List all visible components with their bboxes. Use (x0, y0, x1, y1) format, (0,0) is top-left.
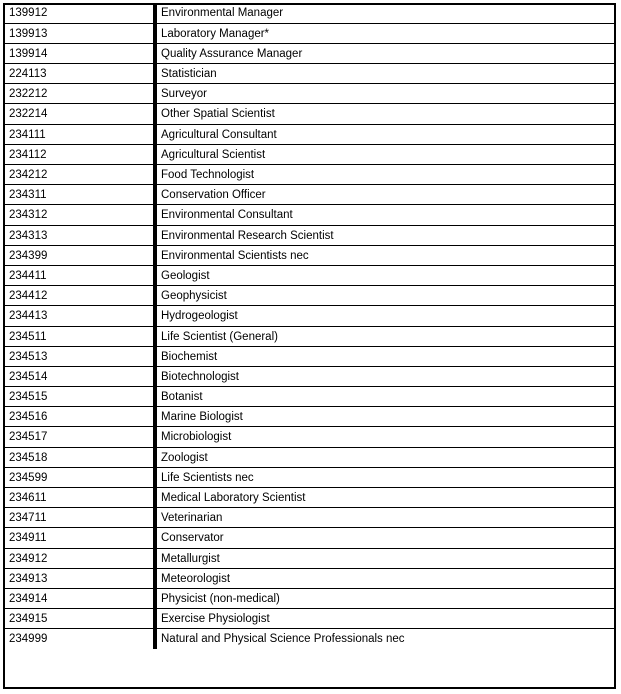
occupation-title-cell: Physicist (non-medical) (155, 588, 616, 608)
occupation-title-cell: Geophysicist (155, 286, 616, 306)
occupation-title-cell: Surveyor (155, 84, 616, 104)
occupation-title-cell: Environmental Consultant (155, 205, 616, 225)
occupation-code-cell: 232214 (3, 104, 155, 124)
occupation-code-cell: 234313 (3, 225, 155, 245)
occupation-title-cell: Other Spatial Scientist (155, 104, 616, 124)
occupation-code-cell: 234413 (3, 306, 155, 326)
occupation-title-cell: Hydrogeologist (155, 306, 616, 326)
occupation-code-cell: 234911 (3, 528, 155, 548)
occupation-title-cell: Biochemist (155, 346, 616, 366)
occupation-code-cell: 139912 (3, 3, 155, 23)
occupation-code-cell: 234515 (3, 387, 155, 407)
occupation-title-cell: Laboratory Manager* (155, 23, 616, 43)
occupation-title-cell: Environmental Research Scientist (155, 225, 616, 245)
occupation-title-cell: Biotechnologist (155, 366, 616, 386)
occupation-code-cell: 234518 (3, 447, 155, 467)
occupation-title-cell: Geologist (155, 265, 616, 285)
occupation-code-cell: 234412 (3, 286, 155, 306)
occupation-title-cell: Natural and Physical Science Professionals nec (161, 633, 405, 646)
occupation-code-cell: 234914 (3, 588, 155, 608)
occupation-title-cell: Statistician (155, 64, 616, 84)
occupation-title-cell: Agricultural Consultant (155, 124, 616, 144)
occupation-code-cell: 234711 (3, 508, 155, 528)
occupation-code-cell: 234611 (3, 488, 155, 508)
occupation-code-cell: 234514 (3, 366, 155, 386)
occupation-title-cell: Medical Laboratory Scientist (155, 488, 616, 508)
occupation-code-cell: 234999 (3, 629, 155, 649)
occupation-title-cell: Zoologist (155, 447, 616, 467)
occupation-code-cell: 234311 (3, 185, 155, 205)
occupation-code-cell: 234915 (3, 609, 155, 629)
occupation-title-cell: Environmental Scientists nec (155, 245, 616, 265)
occupation-code-cell: 234212 (3, 165, 155, 185)
occupation-title-cell: Quality Assurance Manager (155, 43, 616, 63)
occupation-code-cell: 234516 (3, 407, 155, 427)
occupation-title-cell: Conservator (155, 528, 616, 548)
occupation-code-cell: 234411 (3, 265, 155, 285)
table-border (3, 3, 616, 689)
occupation-title-cell: Metallurgist (155, 548, 616, 568)
occupation-code-cell: 234399 (3, 245, 155, 265)
occupation-title-cell: Meteorologist (155, 568, 616, 588)
occupation-title-cell: Marine Biologist (155, 407, 616, 427)
occupation-title-cell: Environmental Manager (155, 3, 616, 23)
occupation-code-cell: 234112 (3, 144, 155, 164)
occupation-code-cell: 224113 (3, 64, 155, 84)
occupation-title-cell: Botanist (155, 387, 616, 407)
occupation-code-cell: 234111 (3, 124, 155, 144)
occupation-title-cell: Life Scientists nec (155, 467, 616, 487)
occupation-code-cell: 234513 (3, 346, 155, 366)
occupation-code-cell: 234599 (3, 467, 155, 487)
occupation-title-cell: Veterinarian (155, 508, 616, 528)
occupation-code-cell: 232212 (3, 84, 155, 104)
occupation-title-cell: Agricultural Scientist (155, 144, 616, 164)
occupation-title-cell: Life Scientist (General) (155, 326, 616, 346)
occupation-title-cell: Microbiologist (155, 427, 616, 447)
occupation-code-cell: 234912 (3, 548, 155, 568)
occupation-code-cell: 139914 (3, 43, 155, 63)
occupation-code-cell: 234913 (3, 568, 155, 588)
occupation-code-cell: 139913 (3, 23, 155, 43)
occupation-code-cell: 234511 (3, 326, 155, 346)
occupation-code-cell: 234312 (3, 205, 155, 225)
occupation-title-cell: Conservation Officer (155, 185, 616, 205)
occupation-code-cell: 234517 (3, 427, 155, 447)
occupation-title-cell: Food Technologist (155, 165, 616, 185)
occupation-title-cell: Exercise Physiologist (155, 609, 616, 629)
